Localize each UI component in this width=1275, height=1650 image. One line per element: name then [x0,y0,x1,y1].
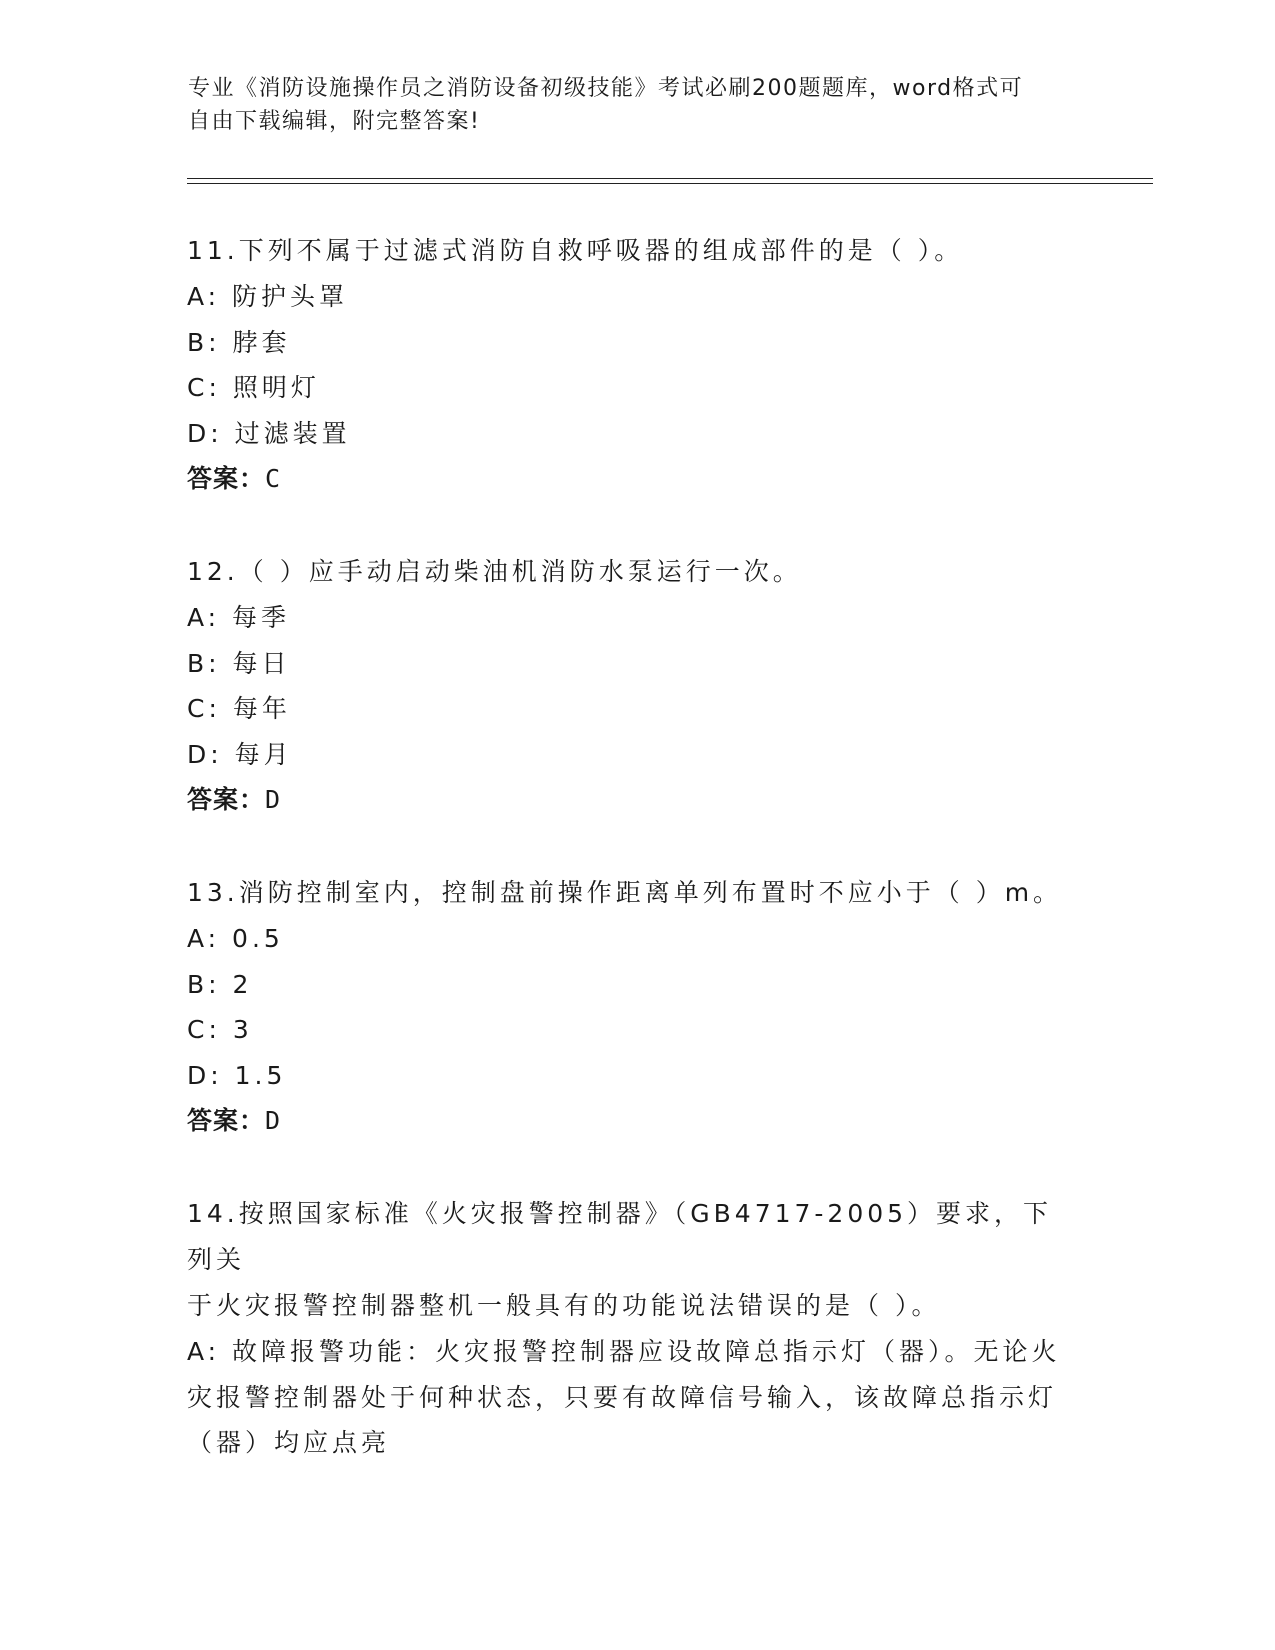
document-header [188,72,1068,138]
option-b: B: 脖套 [187,327,291,357]
header-line-1: 专业《消防设施操作员之消防设备初级技能》考试必刷200题题库，word格式可 [188,76,1024,101]
option-a: A: 每季 [187,603,291,632]
header-divider-top [187,178,1153,179]
question-stem-line-1: 14.按照国家标准《火灾报警控制器》（GB4717-2005）要求，下列关 [187,1199,1053,1274]
question-stem: 13.消防控制室内，控制盘前操作距离单列布置时不应小于（ ）m。 [187,878,1063,907]
answer-label: 答案： [187,464,266,493]
answer-value: D [265,1106,282,1135]
question-stem: 12.（ ）应手动启动柴油机消防水泵运行一次。 [187,557,802,586]
answer-value: D [265,785,282,814]
question-14 [187,1191,1067,1466]
question-12 [187,549,1067,822]
header-divider-bottom [187,183,1153,184]
option-b: B: 每日 [187,648,291,678]
option-d: D: 每月 [187,739,293,769]
question-11 [187,228,1067,501]
answer-line [187,777,1067,822]
option-a: A: 0.5 [187,924,284,953]
answer-line [187,456,1067,501]
option-d: D: 1.5 [187,1060,287,1090]
answer-line [187,1098,1067,1143]
option-a-line-3: （器）均应点亮 [187,1428,391,1457]
question-stem: 11.下列不属于过滤式消防自救呼吸器的组成部件的是（ ）。 [187,236,964,265]
option-a-line-2: 灾报警控制器处于何种状态，只要有故障信号输入，该故障总指示灯 [187,1382,1058,1412]
header-line-2: 自由下载编辑，附完整答案! [188,109,481,134]
option-a-line-1: A: 故障报警功能：火灾报警控制器应设故障总指示灯（器）。无论火 [187,1337,1061,1366]
answer-value: C [265,464,282,493]
option-c: C: 3 [187,1015,253,1044]
answer-label: 答案： [187,785,266,814]
option-c: C: 照明灯 [187,373,320,402]
answer-label: 答案： [187,1106,266,1135]
question-stem-line-2: 于火灾报警控制器整机一般具有的功能说法错误的是（ ）。 [187,1291,941,1320]
option-d: D: 过滤装置 [187,418,351,448]
question-13 [187,870,1067,1143]
option-a: A: 防护头罩 [187,282,349,311]
option-b: B: 2 [187,969,253,999]
option-c: C: 每年 [187,694,291,723]
